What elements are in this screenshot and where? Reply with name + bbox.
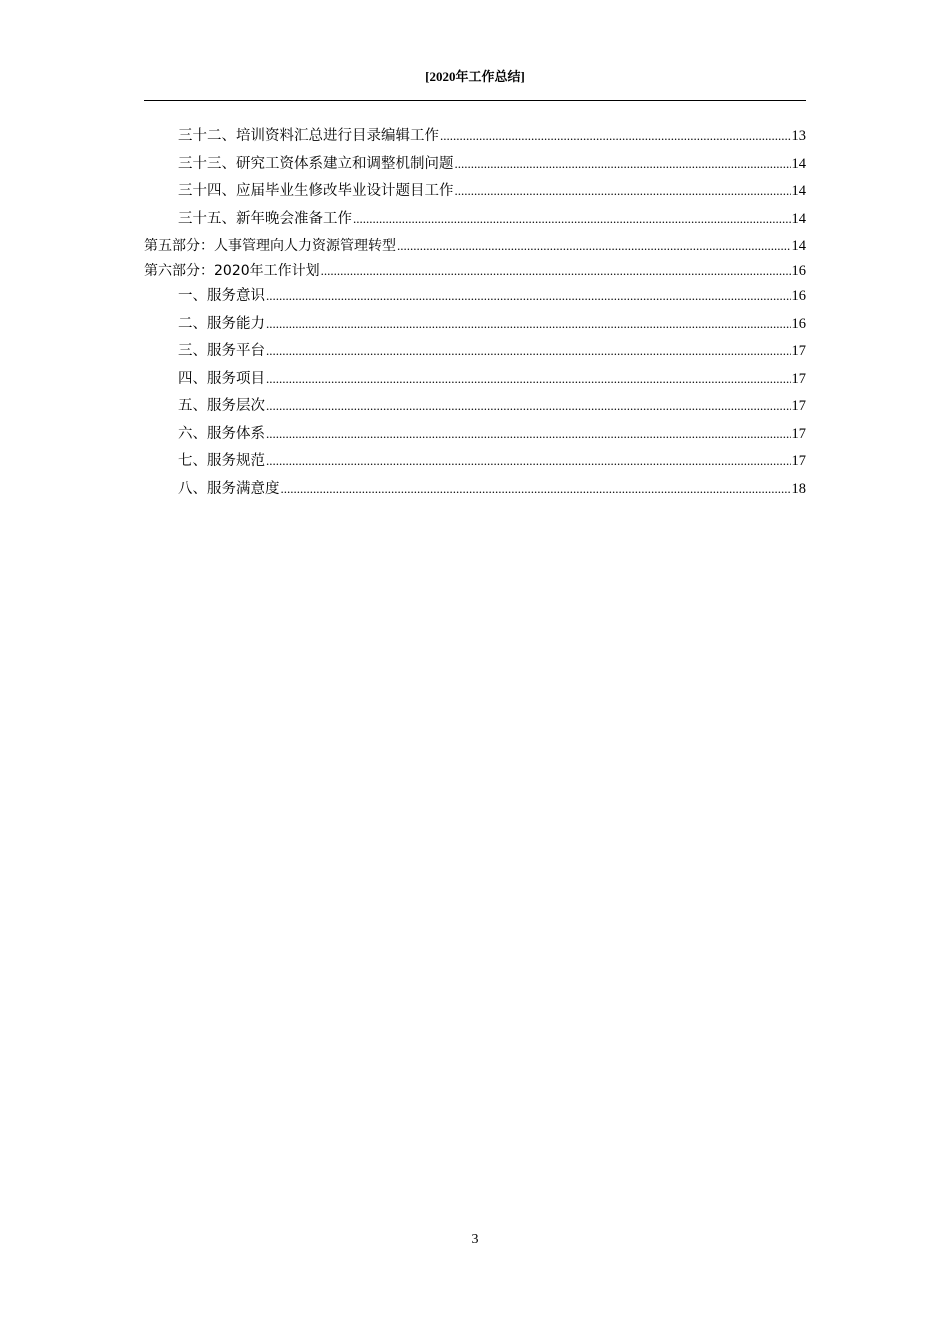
toc-entry[interactable] [144, 422, 806, 450]
toc-entry-label: 第六部分：2020年工作计划 [144, 263, 320, 279]
toc-entry[interactable] [144, 394, 806, 422]
toc-page-number: 16 [791, 315, 806, 332]
toc-page-number: 17 [791, 398, 806, 414]
toc-entry-label: 三十三、研究工资体系建立和调整机制问题 [178, 155, 454, 172]
toc-page-number: 17 [791, 453, 806, 469]
toc-entry-label: 二、服务能力 [178, 315, 265, 332]
toc-dot-leader [266, 367, 791, 391]
page-header: [2020年工作总结] [425, 69, 525, 84]
toc-page-number: 14 [791, 210, 806, 227]
toc-entry-label: 四、服务项目 [178, 370, 265, 387]
toc-page-number: 17 [791, 370, 806, 387]
toc-entry-label: 三十二、培训资料汇总进行目录编辑工作 [178, 128, 439, 144]
header-rule [144, 100, 806, 101]
toc-entry[interactable] [144, 449, 806, 477]
toc-entry[interactable] [144, 284, 806, 312]
toc-dot-leader [397, 234, 791, 258]
toc-dot-leader [281, 477, 791, 501]
toc-dot-leader [321, 259, 791, 283]
toc-page-number: 16 [791, 263, 806, 279]
toc-entry[interactable] [144, 367, 806, 395]
toc-dot-leader [266, 339, 791, 363]
toc-part-entry[interactable] [144, 259, 806, 284]
toc-dot-leader [266, 422, 791, 446]
page-number: 3 [471, 1232, 479, 1247]
toc-page-number: 14 [791, 155, 806, 172]
toc-entry-label: 六、服务体系 [178, 425, 265, 442]
toc-entry[interactable] [144, 152, 806, 180]
toc-entry-label: 三、服务平台 [178, 343, 265, 359]
toc-entry-label: 五、服务层次 [178, 398, 265, 414]
toc-dot-leader [353, 207, 791, 231]
toc-dot-leader [440, 124, 791, 148]
toc-dot-leader [266, 394, 791, 418]
toc-entry[interactable] [144, 124, 806, 152]
toc-page-number: 14 [791, 238, 806, 254]
toc-dot-leader [266, 449, 791, 473]
toc-page-number: 13 [791, 128, 806, 144]
toc-dot-leader [266, 312, 791, 336]
toc-entry-label: 第五部分：人事管理向人力资源管理转型 [144, 238, 396, 254]
toc-dot-leader [455, 179, 791, 203]
toc-page-number: 18 [791, 480, 806, 497]
toc-entry-label: 一、服务意识 [178, 288, 265, 304]
toc-page-number: 16 [791, 288, 806, 304]
toc-page-number: 17 [791, 425, 806, 442]
toc-dot-leader [266, 284, 791, 308]
toc-entry-label: 八、服务满意度 [178, 480, 280, 497]
toc-entry[interactable] [144, 312, 806, 340]
toc-entry[interactable] [144, 207, 806, 235]
toc-page-number: 14 [791, 183, 806, 199]
toc-entry-label: 三十四、应届毕业生修改毕业设计题目工作 [178, 183, 454, 199]
toc-entry-label: 三十五、新年晚会准备工作 [178, 210, 352, 227]
toc-entry[interactable] [144, 339, 806, 367]
toc-entry[interactable] [144, 179, 806, 207]
toc-page-number: 17 [791, 343, 806, 359]
toc-part-entry[interactable] [144, 234, 806, 259]
toc-entry[interactable] [144, 477, 806, 505]
toc-entry-label: 七、服务规范 [178, 453, 265, 469]
toc-dot-leader [455, 152, 791, 176]
table-of-contents [144, 124, 806, 504]
